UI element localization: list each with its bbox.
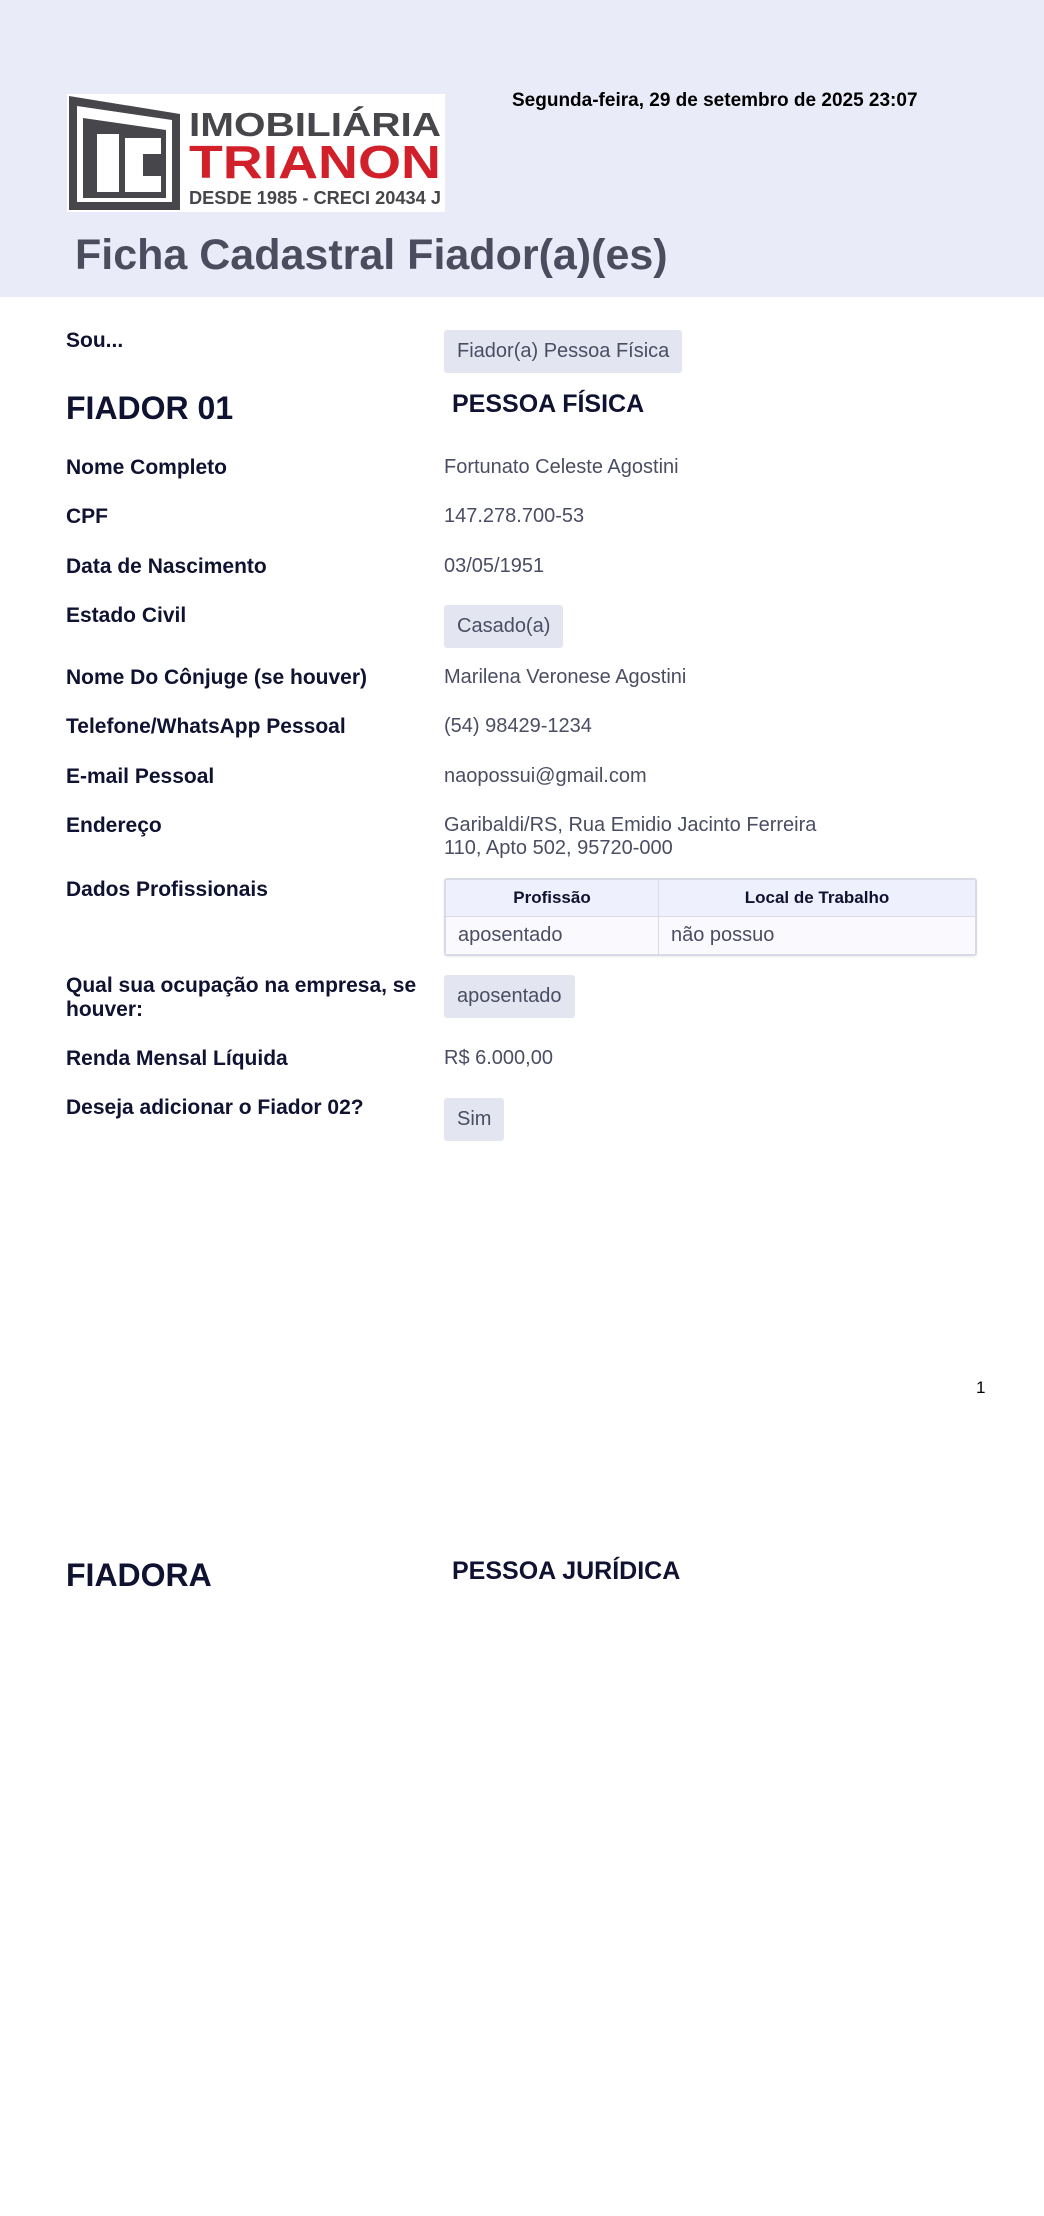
- col-header-profissao: Profissão: [446, 880, 658, 917]
- telefone-value: (54) 98429-1234: [444, 715, 592, 737]
- email-label: E-mail Pessoal: [66, 765, 215, 788]
- svg-text:IMOBILIÁRIA: IMOBILIÁRIA: [189, 106, 441, 143]
- endereco-label: Endereço: [66, 814, 162, 837]
- cpf-value: 147.278.700-53: [444, 505, 585, 527]
- profissionais-label: Dados Profissionais: [66, 878, 268, 901]
- endereco-line-2: 110, Apto 502, 95720-000: [444, 837, 673, 859]
- svg-text:TRIANON: TRIANON: [189, 136, 441, 188]
- table-header-row: [446, 880, 975, 917]
- page-title: Ficha Cadastral Fiador(a)(es): [75, 231, 668, 279]
- sou-label: Sou...: [66, 329, 124, 352]
- header-datetime: Segunda-feira, 29 de setembro de 2025 23:07: [512, 90, 918, 111]
- profissionais-table: [444, 878, 977, 956]
- fiadora-type: PESSOA JURÍDICA: [452, 1557, 681, 1585]
- renda-label: Renda Mensal Líquida: [66, 1047, 288, 1070]
- nascimento-value: 03/05/1951: [444, 555, 545, 577]
- conjuge-value: Marilena Veronese Agostini: [444, 666, 687, 688]
- ocupacao-label: Qual sua ocupação na empresa, se houver:: [66, 974, 417, 1021]
- svg-text:DESDE 1985 - CRECI 20434 J: DESDE 1985 - CRECI 20434 J: [189, 188, 441, 208]
- page-number: 1: [976, 1378, 986, 1397]
- estado-civil-chip: Casado(a): [444, 605, 563, 648]
- nome-label: Nome Completo: [66, 456, 228, 479]
- renda-value: R$ 6.000,00: [444, 1047, 553, 1069]
- fiador-01-type: PESSOA FÍSICA: [452, 390, 645, 418]
- ocupacao-chip: aposentado: [444, 975, 575, 1018]
- cpf-label: CPF: [66, 505, 108, 528]
- page-header: [0, 0, 1044, 297]
- table-row: [446, 917, 975, 954]
- conjuge-label: Nome Do Cônjuge (se houver): [66, 666, 368, 689]
- endereco-line-1: Garibaldi/RS, Rua Emidio Jacinto Ferreira: [444, 814, 817, 836]
- telefone-label: Telefone/WhatsApp Pessoal: [66, 715, 346, 738]
- fiador-01-heading: FIADOR 01: [66, 390, 234, 426]
- adicionar-fiador-02-label: Deseja adicionar o Fiador 02?: [66, 1096, 364, 1119]
- company-logo: [67, 94, 445, 212]
- nascimento-label: Data de Nascimento: [66, 555, 267, 578]
- estado-civil-label: Estado Civil: [66, 604, 187, 627]
- email-value: naopossui@gmail.com: [444, 765, 647, 787]
- sou-value-chip: Fiador(a) Pessoa Física: [444, 330, 682, 373]
- nome-value: Fortunato Celeste Agostini: [444, 456, 679, 478]
- col-header-local-trabalho: Local de Trabalho: [658, 880, 975, 917]
- adicionar-fiador-02-chip: Sim: [444, 1098, 504, 1141]
- cell-local-trabalho: não possuo: [658, 917, 975, 954]
- fiadora-heading: FIADORA: [66, 1557, 212, 1593]
- cell-profissao: aposentado: [446, 917, 658, 954]
